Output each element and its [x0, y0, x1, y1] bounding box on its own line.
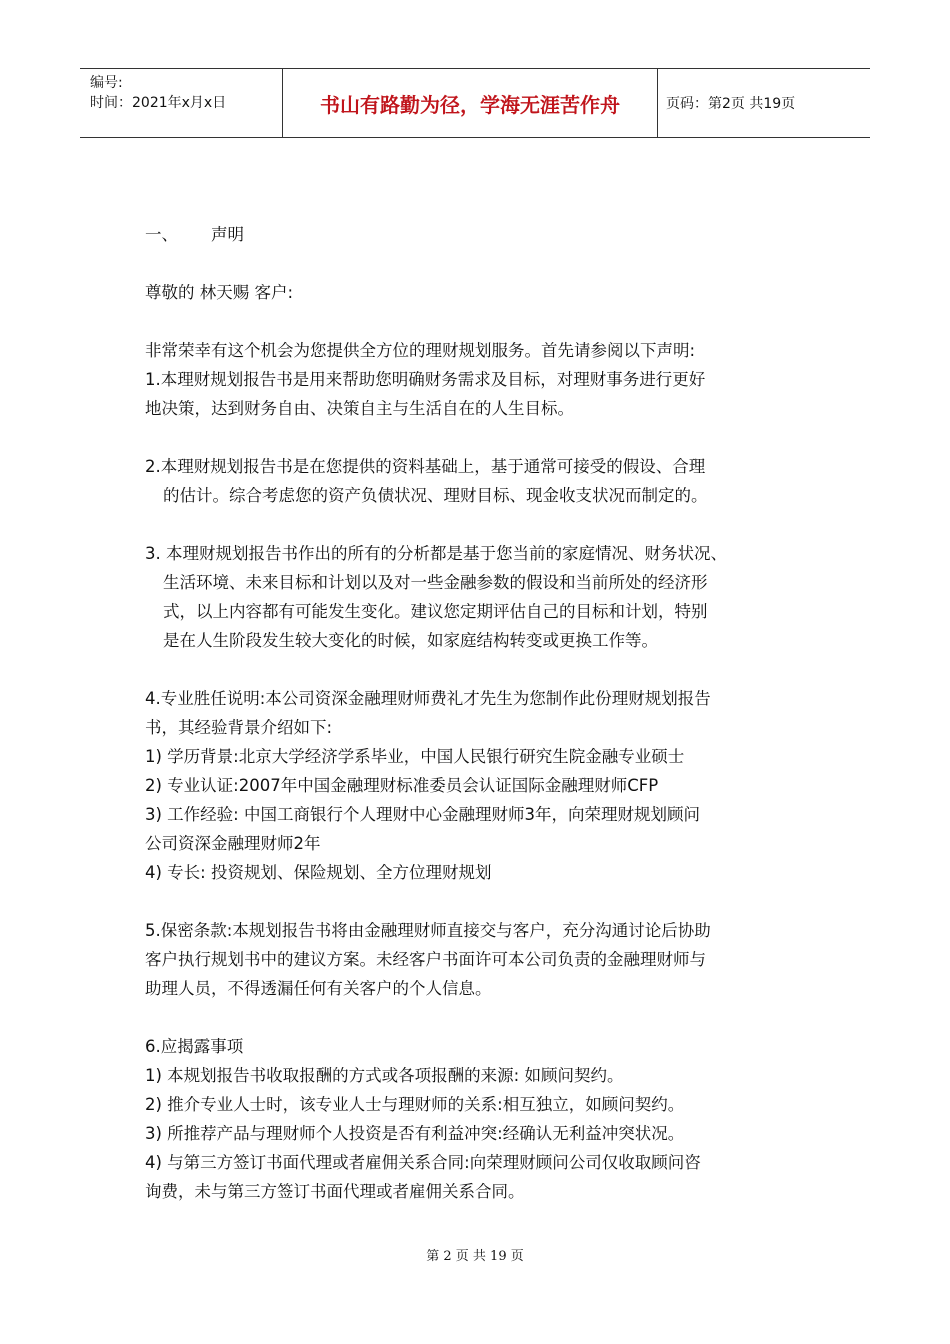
item3-line: 3. 本理财规划报告书作出的所有的分析都是基于您当前的家庭情况、财务状况、 — [145, 544, 727, 563]
section-heading — [145, 220, 825, 249]
document-time-label: 时间：2021年x月x日 — [90, 95, 227, 111]
header-meta — [90, 73, 226, 113]
item3-line: 式，以上内容都有可能发生变化。建议您定期评估自己的目标和计划，特别 — [163, 602, 708, 621]
item2-line: 2.本理财规划报告书是在您提供的资料基础上，基于通常可接受的假设、合理 — [145, 457, 706, 476]
document-number-label: 编号: — [90, 75, 123, 91]
item5-line: 客户执行规划书中的建议方案。未经客户书面许可本公司负责的金融理财师与 — [145, 950, 706, 969]
section-number: 一、 — [145, 225, 178, 244]
page-footer: 第 2 页 共 19 页 — [426, 1249, 524, 1264]
header-page-label: 页码：第2页 共19页 — [666, 96, 796, 112]
item4-subitem: 4) 专长: 投资规划、保险规划、全方位理财规划 — [145, 863, 492, 882]
item2-line: 的估计。综合考虑您的资产负债状况、理财目标、现金收支状况而制定的。 — [163, 486, 708, 505]
item4-subitem: 1) 学历背景:北京大学经济学系毕业，中国人民银行研究生院金融专业硕士 — [145, 747, 685, 766]
item6-subitem: 1) 本规划报告书收取报酬的方式或各项报酬的来源: 如顾问契约。 — [145, 1066, 624, 1085]
section-title: 声明 — [211, 225, 244, 244]
item4-subitem: 2) 专业认证:2007年中国金融理财标准委员会认证国际金融理财师CFP — [145, 776, 659, 795]
item6-subitem: 3) 所推荐产品与理财师个人投资是否有利益冲突:经确认无利益冲突状况。 — [145, 1124, 685, 1143]
intro-paragraph: 非常荣幸有这个机会为您提供全方位的理财规划服务。首先请参阅以下声明: — [145, 341, 696, 360]
page-header — [80, 68, 870, 138]
item5-line: 5.保密条款:本规划报告书将由金融理财师直接交与客户，充分沟通讨论后协助 — [145, 921, 711, 940]
item6-subitem: 询费，未与第三方签订书面代理或者雇佣关系合同。 — [145, 1182, 525, 1201]
item1-line: 地决策，达到财务自由、决策自主与生活自在的人生目标。 — [145, 399, 574, 418]
item4-line: 4.专业胜任说明:本公司资深金融理财师费礼才先生为您制作此份理财规划报告 — [145, 689, 711, 708]
header-motto: 书山有路勤为径，学海无涯苦作舟 — [282, 69, 658, 137]
item4-subitem: 3) 工作经验: 中国工商银行个人理财中心金融理财师3年，向荣理财规划顾问 — [145, 805, 700, 824]
item4-subitem: 公司资深金融理财师2年 — [145, 834, 321, 853]
item1-line: 1.本理财规划报告书是用来帮助您明确财务需求及目标，对理财事务进行更好 — [145, 370, 706, 389]
item6-subitem: 2) 推介专业人士时，该专业人士与理财师的关系:相互独立，如顾问契约。 — [145, 1095, 685, 1114]
item6-title: 6.应揭露事项 — [145, 1037, 244, 1056]
item4-line: 书，其经验背景介绍如下: — [145, 718, 333, 737]
item5-line: 助理人员，不得透漏任何有关客户的个人信息。 — [145, 979, 492, 998]
item3-line: 生活环境、未来目标和计划以及对一些金融参数的假设和当前所处的经济形 — [163, 573, 708, 592]
document-body — [145, 220, 825, 1206]
item3-line: 是在人生阶段发生较大变化的时候，如家庭结构转变或更换工作等。 — [163, 631, 658, 650]
greeting: 尊敬的 林天赐 客户: — [145, 283, 294, 302]
item6-subitem: 4) 与第三方签订书面代理或者雇佣关系合同:向荣理财顾问公司仅收取顾问咨 — [145, 1153, 701, 1172]
